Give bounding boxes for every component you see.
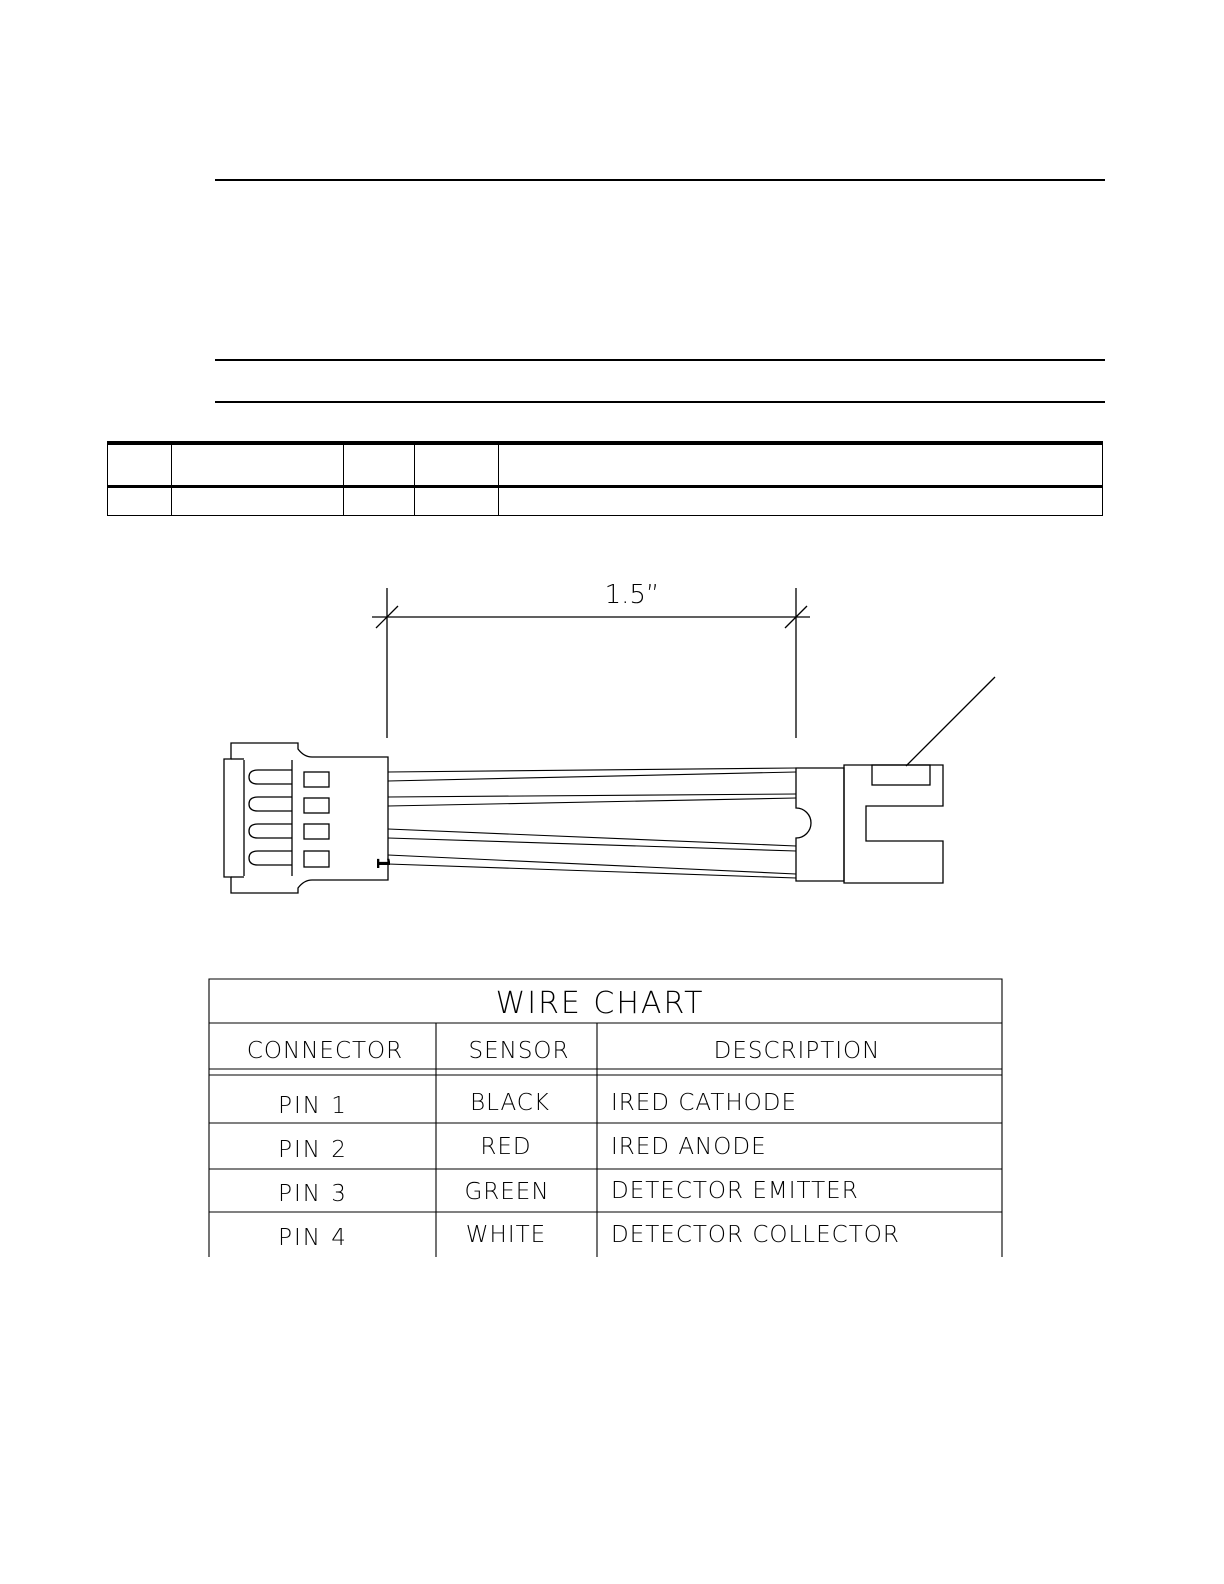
sensor-body xyxy=(844,765,943,883)
contact-window xyxy=(304,824,329,839)
revision-cell xyxy=(172,487,344,516)
header-rule-middle xyxy=(215,359,1105,361)
contact-slot xyxy=(249,824,292,838)
row-3-sensor: GREEN xyxy=(464,1179,550,1205)
row-4-sensor: WHITE xyxy=(465,1222,547,1248)
contact-window xyxy=(304,772,329,787)
leader-line xyxy=(906,677,995,766)
cable-assembly-drawing xyxy=(0,560,1224,910)
header-connector: CONNECTOR xyxy=(246,1038,404,1064)
connector-housing xyxy=(224,743,388,893)
harness-connector xyxy=(224,743,393,893)
row-2-connector: PIN 2 xyxy=(278,1137,348,1163)
wire-chart xyxy=(208,978,1004,1258)
revision-header-cell xyxy=(499,443,1103,487)
contact-window xyxy=(304,798,329,813)
sensor-label-window xyxy=(872,765,930,785)
row-2-description: IRED ANODE xyxy=(611,1134,767,1160)
dimension-label: 1.5” xyxy=(604,580,660,610)
contact-slot xyxy=(249,797,292,811)
revision-cell xyxy=(108,487,172,516)
revision-header-cell xyxy=(344,443,415,487)
revision-cell xyxy=(344,487,415,516)
revision-header-cell xyxy=(172,443,344,487)
dimension-callout xyxy=(372,580,810,738)
header-rule-bottom xyxy=(215,401,1105,403)
revision-cell xyxy=(415,487,499,516)
header-sensor: SENSOR xyxy=(468,1038,570,1064)
revision-cell xyxy=(499,487,1103,516)
contact-window xyxy=(304,851,329,867)
wire xyxy=(388,768,796,772)
header-rule-top xyxy=(215,179,1105,181)
wire-bundle xyxy=(388,768,796,878)
wire xyxy=(388,798,796,806)
row-3-description: DETECTOR EMITTER xyxy=(611,1178,859,1204)
sensor-wire-boot xyxy=(796,768,844,881)
revision-table xyxy=(107,441,1103,516)
row-2-sensor: RED xyxy=(480,1134,532,1160)
wire xyxy=(388,772,796,781)
wire xyxy=(388,838,796,851)
contact-slot xyxy=(249,851,292,865)
revision-row xyxy=(108,487,1103,516)
wire xyxy=(388,829,796,846)
wire xyxy=(388,794,796,797)
contact-slot xyxy=(249,770,292,784)
revision-header-cell xyxy=(108,443,172,487)
header-description: DESCRIPTION xyxy=(713,1038,881,1064)
row-1-description: IRED CATHODE xyxy=(611,1090,798,1116)
row-4-description: DETECTOR COLLECTOR xyxy=(611,1222,900,1248)
row-1-sensor: BLACK xyxy=(470,1090,550,1116)
row-3-connector: PIN 3 xyxy=(278,1181,348,1207)
revision-header-cell xyxy=(415,443,499,487)
row-4-connector: PIN 4 xyxy=(278,1225,348,1251)
pin-one-marker: 1 xyxy=(372,856,393,870)
row-1-connector: PIN 1 xyxy=(278,1093,348,1119)
wire-chart-title: WIRE CHART xyxy=(495,986,705,1021)
optical-sensor xyxy=(796,677,995,883)
revision-header-row xyxy=(108,443,1103,487)
